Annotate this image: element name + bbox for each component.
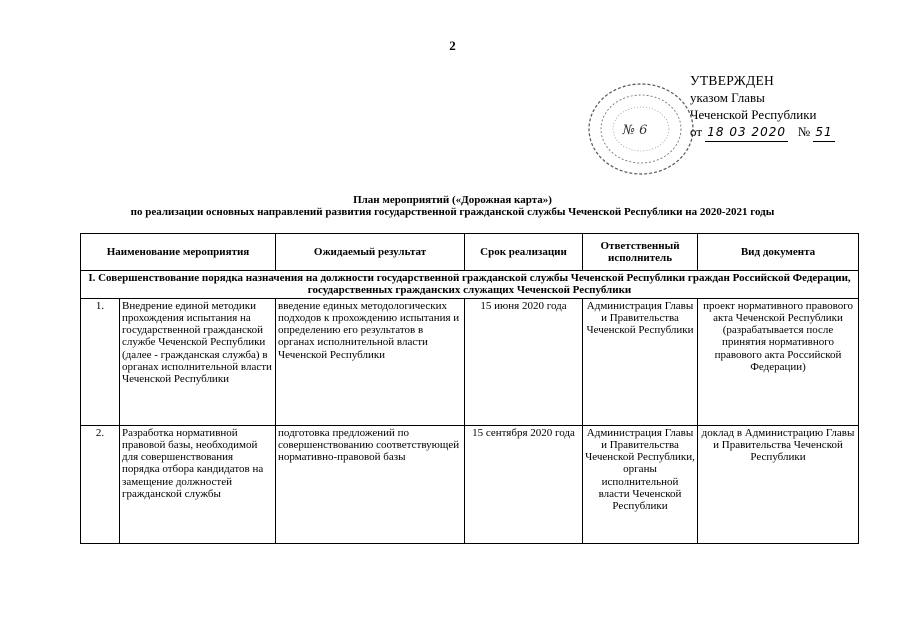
table-row — [81, 298, 859, 425]
approval-date: 18 03 2020 — [705, 124, 788, 142]
approval-date-row — [690, 123, 835, 142]
official-seal-stamp — [585, 80, 697, 178]
table-header-row — [81, 234, 859, 271]
approval-line-2: Чеченской Республики — [690, 107, 817, 122]
row-result: подготовка предложений по совершенствованию соответствующей нормативно-правовой базы — [276, 425, 465, 543]
section-title: I. Совершенствование порядка назначения на должности государственной гражданской службы Чеченской Республики граждан Российской Федерации, государственных гражданских служащих Чеченской Республики — [81, 271, 859, 299]
row-document: доклад в Администрацию Главы и Правительства Чеченской Республики — [698, 425, 859, 543]
approval-number: 51 — [813, 124, 834, 142]
approval-line-1: указом Главы — [690, 90, 765, 105]
row-term: 15 июня 2020 года — [465, 298, 583, 425]
row-document: проект нормативного правового акта Чеченской Республики (разрабатывается после принятия нормативного правового акта Российской Федерации) — [698, 298, 859, 425]
number-prefix: № — [797, 124, 811, 139]
section-row — [81, 271, 859, 299]
row-term: 15 сентября 2020 года — [465, 425, 583, 543]
approval-heading: УТВЕРЖДЕН — [690, 73, 775, 88]
row-number: 2. — [81, 425, 120, 543]
row-name: Внедрение единой методики прохождения испытания на государственной гражданской службе Чеченской Республики (далее - гражданская служба) в органах исполнительной власти Чеченской Республики — [120, 298, 276, 425]
table-row — [81, 425, 859, 543]
row-executor: Администрация Главы и Правительства Чеченской Республики — [583, 298, 698, 425]
header-term: Срок реализации — [465, 234, 583, 271]
document-title — [0, 194, 905, 218]
approval-block — [690, 72, 835, 142]
roadmap-table — [80, 233, 859, 544]
svg-text:№ 6: № 6 — [622, 123, 648, 138]
header-name: Наименование мероприятия — [81, 234, 276, 271]
page-number: 2 — [449, 38, 456, 53]
row-executor: Администрация Главы и Правительства Чеченской Республики, органы исполнительной власти Чеченской Республики — [583, 425, 698, 543]
row-result: введение единых методологических подходов к прохождению испытания и определению его результатов в органах исполнительной власти Чеченской Республики — [276, 298, 465, 425]
date-prefix: от — [690, 124, 703, 139]
header-document: Вид документа — [698, 234, 859, 271]
header-result: Ожидаемый результат — [276, 234, 465, 271]
title-line-2: по реализации основных направлений развития государственной гражданской службы Чеченской Республики на 2020-2021 годы — [130, 206, 775, 218]
header-executor: Ответственный исполнитель — [583, 234, 698, 271]
row-number: 1. — [81, 298, 120, 425]
row-name: Разработка нормативной правовой базы, необходимой для совершенствования порядка отбора кандидатов на замещение должностей гражданской службы — [120, 425, 276, 543]
title-line-1: План мероприятий («Дорожная карта») — [353, 194, 552, 206]
